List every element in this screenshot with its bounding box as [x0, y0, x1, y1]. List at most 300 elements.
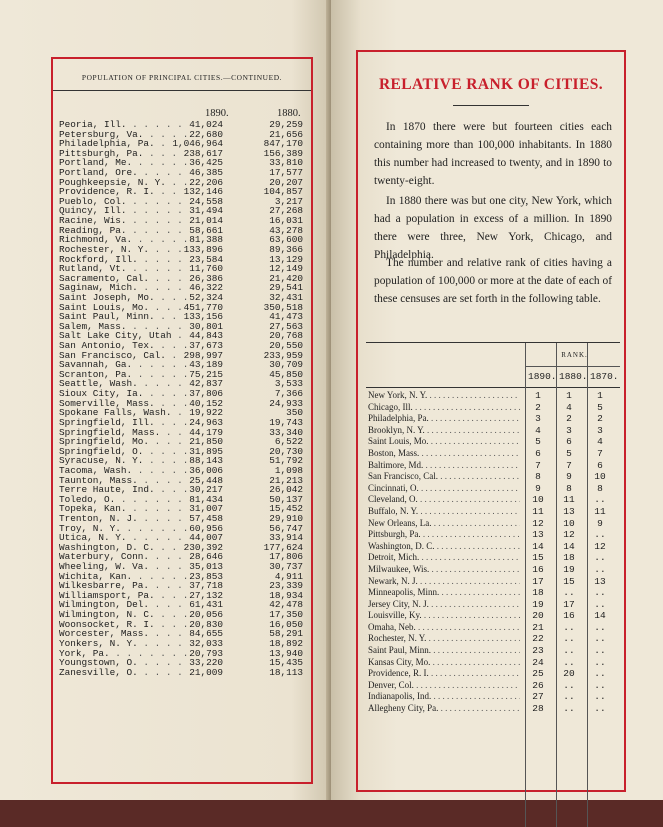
population-1890: 81,434 [189, 493, 223, 505]
rank-1880: 20 [563, 668, 575, 680]
population-1880: 50,137 [269, 493, 303, 505]
population-1890: 60,956 [189, 522, 223, 534]
city-name: Seattle, Wash. . . . [59, 379, 189, 389]
population-1890: 46,322 [189, 282, 223, 294]
rank-city-name: Saint Louis, Mo. . . . [368, 436, 520, 448]
population-1890: 36,425 [189, 157, 223, 169]
rank-row [366, 448, 620, 460]
population-1880: 33,810 [269, 157, 303, 169]
rank-1890: 16 [532, 563, 544, 575]
city-name: Saint Louis, Mo. . . . [59, 303, 189, 313]
population-1880: 21,656 [269, 128, 303, 140]
rank-1880: 1 [566, 390, 572, 401]
rank-1890: 18 [532, 587, 544, 599]
city-name: Wilmington, N. C. . . . [59, 610, 189, 620]
population-1890: 133,156 [183, 311, 223, 323]
population-1890: 20,793 [189, 647, 223, 659]
rank-row [366, 576, 620, 588]
population-1890: 28,646 [189, 551, 223, 563]
rank-1880: 17 [563, 598, 575, 610]
paragraph-3: The number and relative rank of cities having a population of 100,000 or more at the date of each of these censuses are set forth in the following table. [374, 257, 612, 305]
city-name: Terre Haute, Ind. . . . [59, 485, 189, 495]
city-name: Syracuse, N. Y. . . . [59, 456, 189, 466]
population-1880: 89,366 [269, 243, 303, 255]
rank-1880: 11 [563, 494, 575, 506]
population-1890: 11,760 [189, 263, 223, 275]
rank-1880: .. [563, 656, 575, 668]
population-1880: 104,857 [263, 186, 303, 198]
population-1890: 52,324 [189, 291, 223, 303]
population-1880: 12,149 [269, 263, 303, 275]
rank-city-name: Omaha, Neb. . . . [368, 622, 520, 634]
population-1890: 19,922 [189, 407, 223, 419]
rank-city-name: Minneapolis, Minn. . . . [368, 587, 520, 599]
rank-city-name: Indianapolis, Ind. . . . [368, 691, 520, 703]
city-name: Richmond, Va. . . . [59, 235, 189, 245]
city-name: Peoria, Ill. . . . [59, 120, 189, 130]
rank-year-1890: 1890. [528, 371, 557, 382]
rank-1870: 9 [597, 517, 603, 529]
rank-1890: 21 [532, 621, 544, 633]
rank-1890: 24 [532, 656, 544, 668]
city-name: Philadelphia, Pa. . . . [59, 139, 189, 149]
population-1880: 3,217 [274, 195, 303, 207]
population-1890: 132,146 [183, 186, 223, 198]
population-1880: 16,050 [269, 618, 303, 630]
rank-year-1870: 1870. [590, 371, 619, 382]
city-name: Pittsburgh, Pa. . . . [59, 149, 189, 159]
city-name: Tacoma, Wash. . . . [59, 466, 189, 476]
city-name: Topeka, Kan. . . . [59, 504, 189, 514]
population-row [59, 379, 307, 389]
population-1880: 24,933 [269, 397, 303, 409]
rank-1890: 20 [532, 610, 544, 622]
rank-1890: 15 [532, 552, 544, 564]
city-name: Springfield, Mass. . . . [59, 428, 189, 438]
population-1880: 32,431 [269, 291, 303, 303]
city-name: Pueblo, Col. . . . [59, 197, 189, 207]
population-1880: 350 [286, 407, 303, 419]
rank-rows [366, 388, 620, 715]
city-name: San Francisco, Cal. . . . [59, 351, 189, 361]
population-1880: 29,910 [269, 512, 303, 524]
population-1890: 21,014 [189, 215, 223, 227]
population-1880: 30,709 [269, 359, 303, 371]
city-name: Racine, Wis. . . . [59, 216, 189, 226]
rank-city-name: New York, N. Y. . . . [368, 390, 520, 402]
rank-row [366, 668, 620, 680]
city-name: Waterbury, Conn. . . . [59, 552, 189, 562]
population-1890: 20,830 [189, 618, 223, 630]
city-name: Salt Lake City, Utah . . . [59, 331, 189, 341]
rank-row [366, 390, 620, 402]
rank-1880: 6 [566, 436, 572, 448]
rank-1870: .. [594, 691, 606, 703]
rank-1870: .. [594, 679, 606, 691]
rank-city-name: Washington, D. C. . . . [368, 541, 520, 553]
population-1890: 230,392 [183, 541, 223, 553]
city-name: Savannah, Ga. . . . [59, 360, 189, 370]
rank-1880: 8 [566, 482, 572, 494]
rank-1880: .. [563, 691, 575, 703]
population-1890: 27,132 [189, 589, 223, 601]
population-1880: 847,170 [263, 138, 303, 150]
population-1890: 42,837 [189, 378, 223, 390]
population-1880: 30,737 [269, 561, 303, 573]
population-1890: 88,143 [189, 455, 223, 467]
rank-1880: 15 [563, 575, 575, 587]
population-row [59, 399, 307, 409]
population-1890: 37,718 [189, 580, 223, 592]
population-1890: 23,853 [189, 570, 223, 582]
population-1890: 44,843 [189, 330, 223, 342]
rank-1870: 5 [597, 401, 603, 413]
population-1890: 35,013 [189, 561, 223, 573]
city-name: Wheeling, W. Va. . . . [59, 562, 189, 572]
population-1880: 4,911 [274, 570, 303, 582]
city-name: San Antonio, Tex. . . . [59, 341, 189, 351]
rank-1890: 26 [532, 679, 544, 691]
rank-1870: .. [594, 668, 606, 680]
rank-1870: .. [594, 703, 606, 715]
city-name: Poughkeepsie, N. Y. . . . [59, 178, 189, 188]
population-1890: 20,056 [189, 609, 223, 621]
rank-1880: 4 [566, 401, 572, 413]
rank-city-name: Rochester, N. Y. . . . [368, 633, 520, 645]
population-1890: 41,024 [189, 119, 223, 130]
city-name: Spokane Falls, Wash. . . . [59, 408, 189, 418]
population-1890: 26,386 [189, 272, 223, 284]
rank-city-name: Baltimore, Md. . . . [368, 460, 520, 472]
rank-1870: .. [594, 633, 606, 645]
population-1880: 177,624 [263, 541, 303, 553]
rank-label: RANK. [561, 351, 588, 359]
rank-1880: 2 [566, 413, 572, 425]
city-name: Toledo, O. . . . [59, 495, 189, 505]
rank-1870: 12 [594, 540, 606, 552]
rank-1890: 19 [532, 598, 544, 610]
rank-row [366, 518, 620, 530]
population-1890: 22,680 [189, 128, 223, 140]
rank-1870: 11 [594, 505, 606, 517]
population-1880: 23,339 [269, 580, 303, 592]
city-name: Rochester, N. Y. . . . [59, 245, 189, 255]
population-1890: 44,179 [189, 426, 223, 438]
population-1880: 27,268 [269, 205, 303, 217]
population-1890: 30,217 [189, 484, 223, 496]
population-1880: 3,533 [274, 378, 303, 390]
population-1880: 29,259 [269, 119, 303, 130]
population-1880: 17,577 [269, 167, 303, 179]
city-name: Saginaw, Mich. . . . [59, 283, 189, 293]
population-1880: 16,031 [269, 215, 303, 227]
rank-row [366, 483, 620, 495]
population-1890: 24,963 [189, 416, 223, 428]
population-1890: 44,007 [189, 532, 223, 544]
rank-1870: 8 [597, 482, 603, 494]
rank-city-name: Detroit, Mich. . . . [368, 552, 520, 564]
rank-row [366, 494, 620, 506]
population-1890: 84,655 [189, 628, 223, 640]
rank-city-name: Brooklyn, N. Y. . . . [368, 425, 520, 437]
population-row [59, 456, 307, 466]
left-page [0, 0, 331, 800]
city-name: Zanesville, O. . . . [59, 668, 189, 678]
rank-1890: 9 [535, 482, 541, 494]
rank-1880: 16 [563, 610, 575, 622]
population-row [59, 428, 307, 438]
rank-1890: 25 [532, 668, 544, 680]
city-name: York, Pa. . . . [59, 649, 189, 659]
population-1890: 21,850 [189, 436, 223, 448]
left-page-border [51, 57, 313, 784]
paragraph-2: In 1880 there was but one city, New York, which had a population in excess of a million. In 1890 there were three, New York, Chicago, and Philadelphia. [374, 195, 612, 261]
city-name: Troy, N. Y. . . . [59, 524, 189, 534]
population-1880: 33,340 [269, 426, 303, 438]
rank-city-name: Boston, Mass. . . . [368, 448, 520, 460]
city-name: Worcester, Mass. . . . [59, 629, 189, 639]
population-1890: 33,220 [189, 657, 223, 669]
city-name: Sioux City, Ia. . . . [59, 389, 189, 399]
population-1890: 31,007 [189, 503, 223, 515]
rank-1880: 7 [566, 459, 572, 471]
rank-1890: 3 [535, 413, 541, 425]
population-1880: 21,420 [269, 272, 303, 284]
rank-subrule [525, 366, 620, 367]
population-1890: 24,558 [189, 195, 223, 207]
rank-row [366, 610, 620, 622]
rank-1880: 18 [563, 552, 575, 564]
city-name: Washington, D. C. . . . [59, 543, 189, 553]
rank-1890: 1 [535, 390, 541, 401]
city-name: Utica, N. Y. . . . [59, 533, 189, 543]
population-1880: 19,743 [269, 416, 303, 428]
rank-row [366, 552, 620, 564]
population-1890: 37,806 [189, 388, 223, 400]
population-1880: 18,113 [269, 666, 303, 678]
population-1890: 81,388 [189, 234, 223, 246]
population-1890: 43,189 [189, 359, 223, 371]
rank-city-name: Kansas City, Mo. . . . [368, 657, 520, 669]
population-1890: 32,033 [189, 637, 223, 649]
rank-1870: .. [594, 587, 606, 599]
population-1880: 18,934 [269, 589, 303, 601]
rank-city-name: Chicago, Ill. . . . [368, 402, 520, 414]
city-name: Woonsocket, R. I. . . . [59, 620, 189, 630]
rank-1870: 6 [597, 459, 603, 471]
rank-1870: 10 [594, 471, 606, 483]
rank-1870: .. [594, 494, 606, 506]
rank-city-name: Allegheny City, Pa. . . . [368, 703, 520, 715]
population-rows [59, 120, 307, 677]
population-1880: 42,478 [269, 599, 303, 611]
population-1880: 156,389 [263, 147, 303, 159]
population-1890: 61,431 [189, 599, 223, 611]
rank-row [366, 529, 620, 541]
rank-row [366, 471, 620, 483]
rank-1870: .. [594, 621, 606, 633]
rank-1870: 4 [597, 436, 603, 448]
population-1890: 25,448 [189, 474, 223, 486]
city-name: Petersburg, Va. . . . [59, 130, 189, 140]
population-1890: 30,801 [189, 320, 223, 332]
rank-1890: 17 [532, 575, 544, 587]
population-1880: 6,522 [274, 436, 303, 448]
city-name: Salem, Mass. . . . [59, 322, 189, 332]
rank-1880: .. [563, 587, 575, 599]
population-1880: 7,366 [274, 388, 303, 400]
rank-1870: 13 [594, 575, 606, 587]
population-1890: 133,896 [183, 243, 223, 255]
page-header: POPULATION OF PRINCIPAL CITIES.—CONTINUED. [81, 73, 283, 82]
population-row [59, 668, 307, 678]
population-1890: 46,385 [189, 167, 223, 179]
population-1880: 13,940 [269, 647, 303, 659]
rank-1890: 4 [535, 424, 541, 436]
rank-1870: 1 [597, 390, 603, 401]
population-1880: 20,550 [269, 340, 303, 352]
population-1890: 1,046,964 [172, 138, 223, 150]
population-1880: 58,291 [269, 628, 303, 640]
population-1880: 1,098 [274, 464, 303, 476]
rank-city-name: San Francisco, Cal. . . . [368, 471, 520, 483]
city-name: Springfield, Ill. . . . [59, 418, 189, 428]
population-table [59, 108, 307, 677]
rank-city-name: Cincinnati, O. . . . [368, 483, 520, 495]
rank-row [366, 691, 620, 703]
rank-1890: 14 [532, 540, 544, 552]
rank-row [366, 506, 620, 518]
rank-1890: 6 [535, 447, 541, 459]
rank-city-name: Louisville, Ky. . . . [368, 610, 520, 622]
column-1880: 1880. [277, 108, 301, 119]
population-1880: 27,563 [269, 320, 303, 332]
city-name: Saint Paul, Minn. . . . [59, 312, 189, 322]
population-1880: 18,892 [269, 637, 303, 649]
population-1880: 233,959 [263, 349, 303, 361]
population-1890: 36,006 [189, 464, 223, 476]
city-name: Trenton, N. J. . . . [59, 514, 189, 524]
population-1880: 43,278 [269, 224, 303, 236]
title-rule [453, 105, 529, 106]
rank-1890: 22 [532, 633, 544, 645]
city-name: Taunton, Mass. . . . [59, 476, 189, 486]
rank-row [366, 633, 620, 645]
population-1880: 17,806 [269, 551, 303, 563]
rank-1870: 14 [594, 610, 606, 622]
rank-1870: 2 [597, 413, 603, 425]
rank-row [366, 622, 620, 634]
city-name: Scranton, Pa. . . . [59, 370, 189, 380]
rank-city-name: Buffalo, N. Y. . . . [368, 506, 520, 518]
rank-city-name: New Orleans, La. . . . [368, 518, 520, 530]
rank-1880: 9 [566, 471, 572, 483]
rank-1870: .. [594, 563, 606, 575]
population-1890: 58,661 [189, 224, 223, 236]
population-1880: 26,042 [269, 484, 303, 496]
rank-1890: 5 [535, 436, 541, 448]
rank-1880: 19 [563, 563, 575, 575]
population-1880: 56,747 [269, 522, 303, 534]
rank-1870: .. [594, 598, 606, 610]
rank-1890: 7 [535, 459, 541, 471]
rank-row [366, 680, 620, 692]
column-1890: 1890. [205, 108, 229, 119]
population-1880: 63,600 [269, 234, 303, 246]
rank-1880: 13 [563, 505, 575, 517]
city-name: Portland, Ore. . . . [59, 168, 189, 178]
rank-1870: 7 [597, 447, 603, 459]
rank-city-name: Pittsburgh, Pa. . . . [368, 529, 520, 541]
population-1890: 75,215 [189, 368, 223, 380]
population-1880: 17,350 [269, 609, 303, 621]
rank-city-name: Saint Paul, Minn. . . . [368, 645, 520, 657]
population-1880: 20,730 [269, 445, 303, 457]
right-page-border [356, 50, 626, 792]
city-name: Williamsport, Pa. . . . [59, 591, 189, 601]
rank-row [366, 645, 620, 657]
population-row [59, 187, 307, 197]
rank-1890: 23 [532, 645, 544, 657]
rank-1890: 27 [532, 691, 544, 703]
city-name: Youngstown, O. . . . [59, 658, 189, 668]
rank-row [366, 460, 620, 472]
rank-1870: .. [594, 529, 606, 541]
rank-row [366, 425, 620, 437]
rank-city-name: Milwaukee, Wis. . . . [368, 564, 520, 576]
page-title: RELATIVE RANK OF CITIES. [378, 76, 604, 93]
rank-city-name: Newark, N. J. . . . [368, 576, 520, 588]
rank-city-name: Providence, R. I. . . . [368, 668, 520, 680]
population-1890: 40,152 [189, 397, 223, 409]
population-1880: 33,914 [269, 532, 303, 544]
city-name: Quincy, Ill. . . . [59, 206, 189, 216]
population-1890: 23,584 [189, 253, 223, 265]
rank-row [366, 436, 620, 448]
city-name: Saint Joseph, Mo. . . . [59, 293, 189, 303]
rank-1880: 5 [566, 447, 572, 459]
rank-city-name: Jersey City, N. J. . . . [368, 599, 520, 611]
city-name: Springfield, O. . . . [59, 447, 189, 457]
rank-1890: 2 [535, 401, 541, 413]
rank-1880: .. [563, 633, 575, 645]
population-1890: 238,617 [183, 147, 223, 159]
population-1890: 298,997 [183, 349, 223, 361]
rank-1880: 12 [563, 529, 575, 541]
population-1890: 22,206 [189, 176, 223, 188]
population-1880: 51,792 [269, 455, 303, 467]
rank-row [366, 564, 620, 576]
population-1880: 20,768 [269, 330, 303, 342]
city-name: Somerville, Mass. . . . [59, 399, 189, 409]
rank-row [366, 657, 620, 669]
population-1880: 15,452 [269, 503, 303, 515]
rank-city-name: Philadelphia, Pa. . . . [368, 413, 520, 425]
population-1880: 350,518 [263, 301, 303, 313]
rank-1880: .. [563, 679, 575, 691]
rank-1870: .. [594, 645, 606, 657]
rank-table [366, 342, 620, 715]
city-name: Yonkers, N. Y. . . . [59, 639, 189, 649]
city-name: Reading, Pa. . . . [59, 226, 189, 236]
population-1880: 13,129 [269, 253, 303, 265]
population-1890: 451,770 [183, 301, 223, 313]
rank-1890: 10 [532, 494, 544, 506]
city-name: Rockford, Ill. . . . [59, 255, 189, 265]
city-name: Wilkesbarre, Pa. . . . [59, 581, 189, 591]
population-1890: 21,009 [189, 666, 223, 678]
rank-1890: 28 [532, 703, 544, 715]
